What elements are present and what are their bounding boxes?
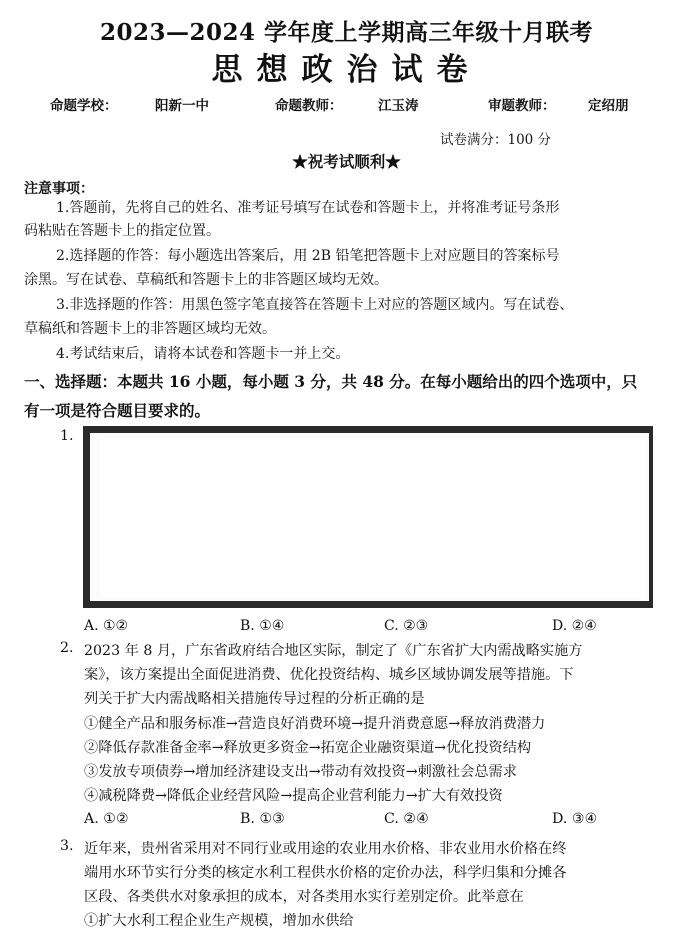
section-1-heading-line1: 一、选择题：本题共 16 小题，每小题 3 分，共 48 分。在每小题给出的四个选项中，只 xyxy=(24,372,638,391)
note-item-3-line1: 3.非选择题的作答：用黑色签字笔直接答在答题卡上对应的答题区域内。写在试卷、 xyxy=(56,297,574,313)
reviewer-label: 审题教师： xyxy=(488,98,556,114)
teacher-name: 江玉涛 xyxy=(378,98,419,114)
note-item-3-line2: 草稿纸和答题卡上的非答题区域均无效。 xyxy=(24,321,276,337)
exam-title-line1: 2023—2024 学年度上学期高三年级十月联考 xyxy=(99,19,594,46)
note-item-4: 4.考试结束后，请将本试卷和答题卡一并上交。 xyxy=(56,346,350,362)
q1-option-c: C. ②③ xyxy=(384,618,429,634)
notes-title: 注意事项： xyxy=(24,181,94,197)
q2-option-a: A. ①② xyxy=(84,811,129,827)
reviewer-name: 定绍朋 xyxy=(588,98,629,114)
question-3-line2: 端用水环节实行分类的核定水利工程供水价格的定价办法，科学归集和分摊各 xyxy=(84,865,567,881)
question-1-image xyxy=(83,426,653,608)
teacher-label: 命题教师： xyxy=(275,98,343,114)
full-score: 试卷满分：100 分 xyxy=(440,132,552,148)
exam-title-line2: 思想政治试卷 xyxy=(211,52,482,88)
q1-option-a: A. ①② xyxy=(84,618,129,634)
good-luck-banner: ★祝考试顺利★ xyxy=(292,152,401,171)
section-1-heading-line2: 有一项是符合题目要求的。 xyxy=(24,401,211,420)
question-3-number: 3. xyxy=(60,838,74,854)
q1-option-d: D. ②④ xyxy=(552,618,597,634)
question-2-line2: 案》，该方案提出全面促进消费、优化投资结构、城乡区域协调发展等措施。下 xyxy=(84,667,574,683)
note-item-1-line2: 码粘贴在答题卡上的指定位置。 xyxy=(24,223,220,239)
question-2-line1: 2023 年 8 月，广东省政府结合地区实际，制定了《广东省扩大内需战略实施方 xyxy=(84,643,583,659)
q2-option-d: D. ③④ xyxy=(552,811,598,827)
question-3-line3: 区段、各类供水对象承担的成本，对各类用水实行差别定价。此举意在 xyxy=(84,889,524,905)
question-2-number: 2. xyxy=(60,640,74,656)
question-3-statement-1: ①扩大水利工程企业生产规模，增加水供给 xyxy=(84,913,354,929)
question-3-line1: 近年来，贵州省采用对不同行业或用途的农业用水价格、非农业用水价格在终 xyxy=(84,841,567,857)
school-name: 阳新一中 xyxy=(155,98,209,114)
question-2-statement-1: ①健全产品和服务标准→营造良好消费环境→提升消费意愿→释放消费潜力 xyxy=(84,716,546,732)
note-item-2-line1: 2.选择题的作答：每小题选出答案后，用 2B 铅笔把答题卡上对应题目的答案标号 xyxy=(56,248,560,264)
note-item-2-line2: 涂黑。写在试卷、草稿纸和答题卡上的非答题区域均无效。 xyxy=(24,272,388,288)
note-item-1-line1: 1.答题前，先将自己的姓名、准考证号填写在试卷和答题卡上，并将准考证号条形 xyxy=(56,200,560,216)
school-label: 命题学校： xyxy=(50,98,118,114)
question-2-statement-4: ④减税降费→降低企业经营风险→提高企业营利能力→扩大有效投资 xyxy=(84,788,503,804)
q1-option-b: B. ①④ xyxy=(240,618,285,634)
question-2-statement-3: ③发放专项债券→增加经济建设支出→带动有效投资→刺激社会总需求 xyxy=(84,764,517,780)
question-2-statement-2: ②降低存款准备金率→释放更多资金→拓宽企业融资渠道→优化投资结构 xyxy=(84,740,532,756)
q2-option-b: B. ①③ xyxy=(240,811,285,827)
question-2-line3: 列关于扩大内需战略相关措施传导过程的分析正确的是 xyxy=(84,691,425,707)
q2-option-c: C. ②④ xyxy=(384,811,429,827)
question-1-number: 1. xyxy=(60,428,74,444)
